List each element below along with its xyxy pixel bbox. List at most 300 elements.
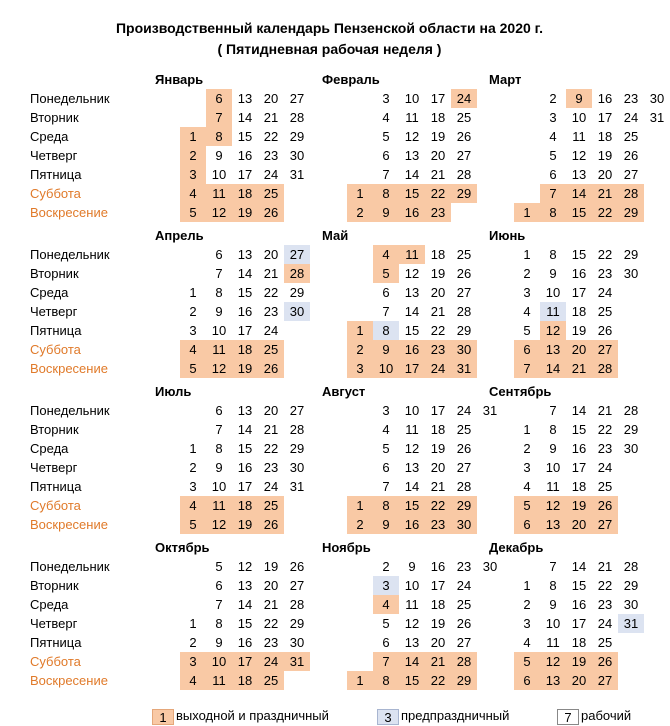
day-cell: 8 [540,203,566,222]
day-cell: 8 [373,184,399,203]
month-name: Апрель [155,228,204,243]
day-cell: 22 [592,203,618,222]
day-cell: 7 [215,597,223,612]
day-cell: 11 [206,184,232,203]
day-cell: 15 [571,247,587,262]
day-cell: 19 [232,203,258,222]
day-cell: 26 [289,559,305,574]
day-cell: 28 [289,597,305,612]
day-cell: 20 [430,148,446,163]
day-cell: 10 [404,403,420,418]
day-cell: 14 [237,597,253,612]
day-cell: 6 [215,578,223,593]
day-cell: 15 [404,323,420,338]
weekday-label: Среда [30,597,69,612]
day-cell: 26 [456,441,472,456]
weekday-label: Суббота [30,342,81,357]
day-cell: 23 [425,203,451,222]
day-cell: 2 [189,460,197,475]
day-cell: 9 [549,266,557,281]
day-cell: 23 [263,148,279,163]
weekday-label: Понедельник [30,91,110,106]
day-cell: 1 [180,127,206,146]
day-cell: 1 [347,321,373,340]
day-cell: 4 [373,245,399,264]
day-cell: 9 [215,148,223,163]
legend-swatch: 7 [557,709,579,725]
day-cell: 29 [623,578,639,593]
day-cell: 13 [237,578,253,593]
day-cell: 12 [206,515,232,534]
day-cell: 25 [258,340,284,359]
weekday-label: Четверг [30,460,78,475]
legend-swatch: 3 [377,709,399,725]
day-cell: 30 [623,441,639,456]
day-cell: 2 [549,91,557,106]
day-cell: 5 [514,652,540,671]
day-cell: 15 [571,422,587,437]
day-cell: 18 [430,597,446,612]
day-cell: 30 [623,597,639,612]
weekday-label: Пятница [30,167,82,182]
legend-item [377,707,509,725]
day-cell: 11 [546,635,560,650]
day-cell: 16 [399,203,425,222]
day-cell: 21 [425,652,451,671]
day-cell: 29 [623,247,639,262]
weekday-label: Воскресение [30,361,108,376]
day-cell: 14 [404,479,420,494]
day-cell: 22 [263,616,279,631]
day-cell: 19 [571,323,587,338]
day-cell: 19 [232,359,258,378]
weekday-label: Понедельник [30,247,110,262]
day-cell: 7 [373,652,399,671]
weekday-label: Пятница [30,323,82,338]
weekday-label: Вторник [30,422,79,437]
day-cell: 28 [289,110,305,125]
day-cell: 26 [592,652,618,671]
day-cell: 24 [263,323,279,338]
day-cell: 1 [523,578,531,593]
day-cell: 14 [404,304,420,319]
day-cell: 11 [206,671,232,690]
day-cell: 20 [566,515,592,534]
day-cell: 21 [263,597,279,612]
day-cell: 23 [425,340,451,359]
day-cell: 14 [237,266,253,281]
day-cell: 30 [451,515,477,534]
day-cell: 17 [430,91,446,106]
day-cell: 14 [540,359,566,378]
day-cell: 6 [215,247,223,262]
day-cell: 8 [215,616,223,631]
day-cell: 20 [566,671,592,690]
day-cell: 11 [405,422,419,437]
day-cell: 14 [566,184,592,203]
day-cell: 25 [258,671,284,690]
day-cell: 10 [404,578,420,593]
day-cell: 23 [263,460,279,475]
day-cell: 16 [597,91,613,106]
day-cell: 2 [523,441,531,456]
day-cell: 1 [514,203,540,222]
day-cell: 28 [456,479,472,494]
day-cell: 24 [623,110,639,125]
day-cell: 27 [456,285,472,300]
day-cell: 30 [649,91,665,106]
day-cell: 10 [545,460,561,475]
day-cell: 7 [215,266,223,281]
day-cell: 25 [456,247,472,262]
day-cell: 24 [597,285,613,300]
weekday-label: Среда [30,285,69,300]
day-cell: 22 [425,671,451,690]
legend-swatch: 1 [152,709,174,725]
day-cell: 3 [189,323,197,338]
day-cell: 29 [289,129,305,144]
day-cell: 2 [523,597,531,612]
day-cell: 4 [382,110,390,125]
day-cell: 14 [237,110,253,125]
day-cell: 17 [237,323,253,338]
day-cell: 16 [571,266,587,281]
day-cell: 3 [523,460,531,475]
day-cell: 7 [206,108,232,127]
day-cell: 30 [451,340,477,359]
day-cell: 1 [347,184,373,203]
day-cell: 6 [382,148,390,163]
day-cell: 30 [623,266,639,281]
day-cell: 3 [347,359,373,378]
day-cell: 27 [456,635,472,650]
day-cell: 13 [540,340,566,359]
day-cell: 10 [545,285,561,300]
day-cell: 11 [540,302,566,321]
day-cell: 4 [180,184,206,203]
day-cell: 6 [215,403,223,418]
day-cell: 9 [549,441,557,456]
day-cell: 27 [289,403,305,418]
day-cell: 20 [263,247,279,262]
day-cell: 22 [263,129,279,144]
weekday-label: Воскресение [30,517,108,532]
day-cell: 9 [215,460,223,475]
day-cell: 12 [404,441,420,456]
day-cell: 10 [211,323,227,338]
day-cell: 9 [373,340,399,359]
day-cell: 24 [263,167,279,182]
day-cell: 5 [382,616,390,631]
day-cell: 20 [430,285,446,300]
day-cell: 2 [347,203,373,222]
day-cell: 29 [289,441,305,456]
day-cell: 6 [514,671,540,690]
day-cell: 15 [237,616,253,631]
day-cell: 23 [597,597,613,612]
month-name: Февраль [322,72,380,87]
day-cell: 1 [347,671,373,690]
day-cell: 11 [399,245,425,264]
day-cell: 9 [215,635,223,650]
day-cell: 18 [597,129,613,144]
day-cell: 24 [425,359,451,378]
day-cell: 2 [382,559,390,574]
day-cell: 16 [399,340,425,359]
day-cell: 9 [373,203,399,222]
day-cell: 19 [566,652,592,671]
day-cell: 3 [523,616,531,631]
day-cell: 20 [263,578,279,593]
day-cell: 24 [451,89,477,108]
day-cell: 29 [456,323,472,338]
day-cell: 25 [456,422,472,437]
month-name: Ноябрь [322,540,371,555]
day-cell: 23 [597,266,613,281]
day-cell: 7 [549,559,557,574]
day-cell: 1 [347,496,373,515]
day-cell: 11 [572,129,586,144]
day-cell: 19 [597,148,613,163]
day-cell: 5 [382,441,390,456]
day-cell: 4 [523,304,531,319]
day-cell: 17 [232,652,258,671]
day-cell: 8 [215,441,223,456]
day-cell: 24 [597,460,613,475]
day-cell: 22 [263,441,279,456]
day-cell: 25 [597,635,613,650]
day-cell: 27 [592,340,618,359]
day-cell: 17 [597,110,613,125]
day-cell: 6 [514,340,540,359]
day-cell: 14 [399,652,425,671]
day-cell: 17 [571,616,587,631]
day-cell: 3 [373,576,399,595]
day-cell: 19 [430,129,446,144]
day-cell: 4 [523,635,531,650]
day-cell: 2 [523,266,531,281]
day-cell: 16 [430,559,446,574]
day-cell: 21 [430,304,446,319]
day-cell: 14 [237,422,253,437]
weekday-label: Суббота [30,654,81,669]
day-cell: 12 [404,266,420,281]
day-cell: 16 [571,441,587,456]
day-cell: 10 [373,359,399,378]
day-cell: 12 [540,321,566,340]
weekday-label: Четверг [30,616,78,631]
day-cell: 31 [289,479,305,494]
day-cell: 15 [237,285,253,300]
day-cell: 23 [597,441,613,456]
day-cell: 18 [430,422,446,437]
weekday-label: Пятница [30,635,82,650]
day-cell: 7 [382,304,390,319]
day-cell: 13 [237,91,253,106]
day-cell: 22 [263,285,279,300]
day-cell: 4 [523,479,531,494]
day-cell: 19 [232,515,258,534]
day-cell: 5 [180,203,206,222]
day-cell: 26 [456,129,472,144]
day-cell: 17 [237,479,253,494]
month-name: Сентябрь [489,384,552,399]
day-cell: 13 [404,285,420,300]
day-cell: 15 [399,671,425,690]
day-cell: 4 [549,129,557,144]
day-cell: 18 [232,496,258,515]
weekday-label: Воскресение [30,673,108,688]
day-cell: 4 [180,671,206,690]
weekday-label: Воскресение [30,205,108,220]
day-cell: 2 [347,340,373,359]
day-cell: 24 [456,403,472,418]
day-cell: 13 [540,515,566,534]
day-cell: 28 [618,184,644,203]
day-cell: 14 [571,403,587,418]
day-cell: 6 [514,515,540,534]
day-cell: 18 [232,671,258,690]
day-cell: 21 [430,167,446,182]
day-cell: 8 [373,496,399,515]
day-cell: 3 [549,110,557,125]
day-cell: 20 [566,340,592,359]
month-name: Июль [155,384,192,399]
day-cell: 5 [514,496,540,515]
day-cell: 13 [404,460,420,475]
day-cell: 5 [373,264,399,283]
day-cell: 12 [404,616,420,631]
weekday-label: Пятница [30,479,82,494]
day-cell: 22 [425,184,451,203]
day-cell: 16 [237,304,253,319]
day-cell: 13 [540,671,566,690]
day-cell: 21 [566,359,592,378]
day-cell: 28 [592,359,618,378]
day-cell: 16 [237,460,253,475]
day-cell: 8 [215,285,223,300]
day-cell: 23 [263,304,279,319]
day-cell: 13 [571,167,587,182]
day-cell: 29 [451,671,477,690]
day-cell: 28 [451,652,477,671]
day-cell: 26 [456,616,472,631]
day-cell: 1 [189,441,197,456]
day-cell: 28 [456,167,472,182]
day-cell: 11 [206,496,232,515]
day-cell: 1 [523,422,531,437]
day-cell: 16 [571,597,587,612]
day-cell: 28 [623,403,639,418]
day-cell: 26 [258,515,284,534]
day-cell: 15 [571,578,587,593]
day-cell: 15 [566,203,592,222]
day-cell: 28 [289,422,305,437]
day-cell: 26 [456,266,472,281]
month-name: Октябрь [155,540,210,555]
day-cell: 27 [284,245,310,264]
day-cell: 25 [597,479,613,494]
day-cell: 30 [289,148,305,163]
day-cell: 4 [373,595,399,614]
day-cell: 6 [206,89,232,108]
day-cell: 11 [405,597,419,612]
month-name: Декабрь [489,540,544,555]
day-cell: 8 [549,578,557,593]
day-cell: 12 [206,359,232,378]
day-cell: 27 [592,515,618,534]
day-cell: 21 [597,559,613,574]
day-cell: 5 [215,559,223,574]
day-cell: 13 [404,148,420,163]
day-cell: 27 [456,148,472,163]
day-cell: 29 [289,616,305,631]
day-cell: 12 [571,148,587,163]
legend-label: предпраздничный [401,708,510,723]
day-cell: 15 [399,496,425,515]
legend-label: выходной и праздничный [176,708,329,723]
month-name: Май [322,228,349,243]
day-cell: 23 [263,635,279,650]
day-cell: 4 [382,422,390,437]
day-cell: 19 [430,441,446,456]
month-name: Июнь [489,228,526,243]
day-cell: 8 [549,247,557,262]
weekday-label: Суббота [30,498,81,513]
day-cell: 22 [430,323,446,338]
day-cell: 2 [189,304,197,319]
day-cell: 9 [408,559,416,574]
day-cell: 18 [571,635,587,650]
day-cell: 10 [211,167,227,182]
day-cell: 18 [571,304,587,319]
day-cell: 8 [373,671,399,690]
day-cell: 17 [399,359,425,378]
month-name: Январь [155,72,204,87]
day-cell: 20 [263,403,279,418]
day-cell: 29 [451,184,477,203]
day-cell: 18 [430,110,446,125]
day-cell: 4 [180,496,206,515]
day-cell: 20 [430,460,446,475]
day-cell: 20 [430,635,446,650]
day-cell: 17 [237,167,253,182]
day-cell: 25 [258,496,284,515]
day-cell: 24 [456,578,472,593]
day-cell: 10 [404,91,420,106]
month-name: Август [322,384,366,399]
day-cell: 11 [206,340,232,359]
day-cell: 13 [237,403,253,418]
day-cell: 25 [456,110,472,125]
day-cell: 21 [263,422,279,437]
day-cell: 30 [289,635,305,650]
day-cell: 27 [592,671,618,690]
day-cell: 9 [373,515,399,534]
day-cell: 7 [540,184,566,203]
day-cell: 5 [180,359,206,378]
day-cell: 26 [592,496,618,515]
day-cell: 28 [456,304,472,319]
day-cell: 27 [289,578,305,593]
day-cell: 2 [180,146,206,165]
day-cell: 7 [382,479,390,494]
weekday-label: Вторник [30,110,79,125]
day-cell: 27 [456,460,472,475]
day-cell: 31 [289,167,305,182]
day-cell: 10 [211,479,227,494]
day-cell: 21 [597,403,613,418]
